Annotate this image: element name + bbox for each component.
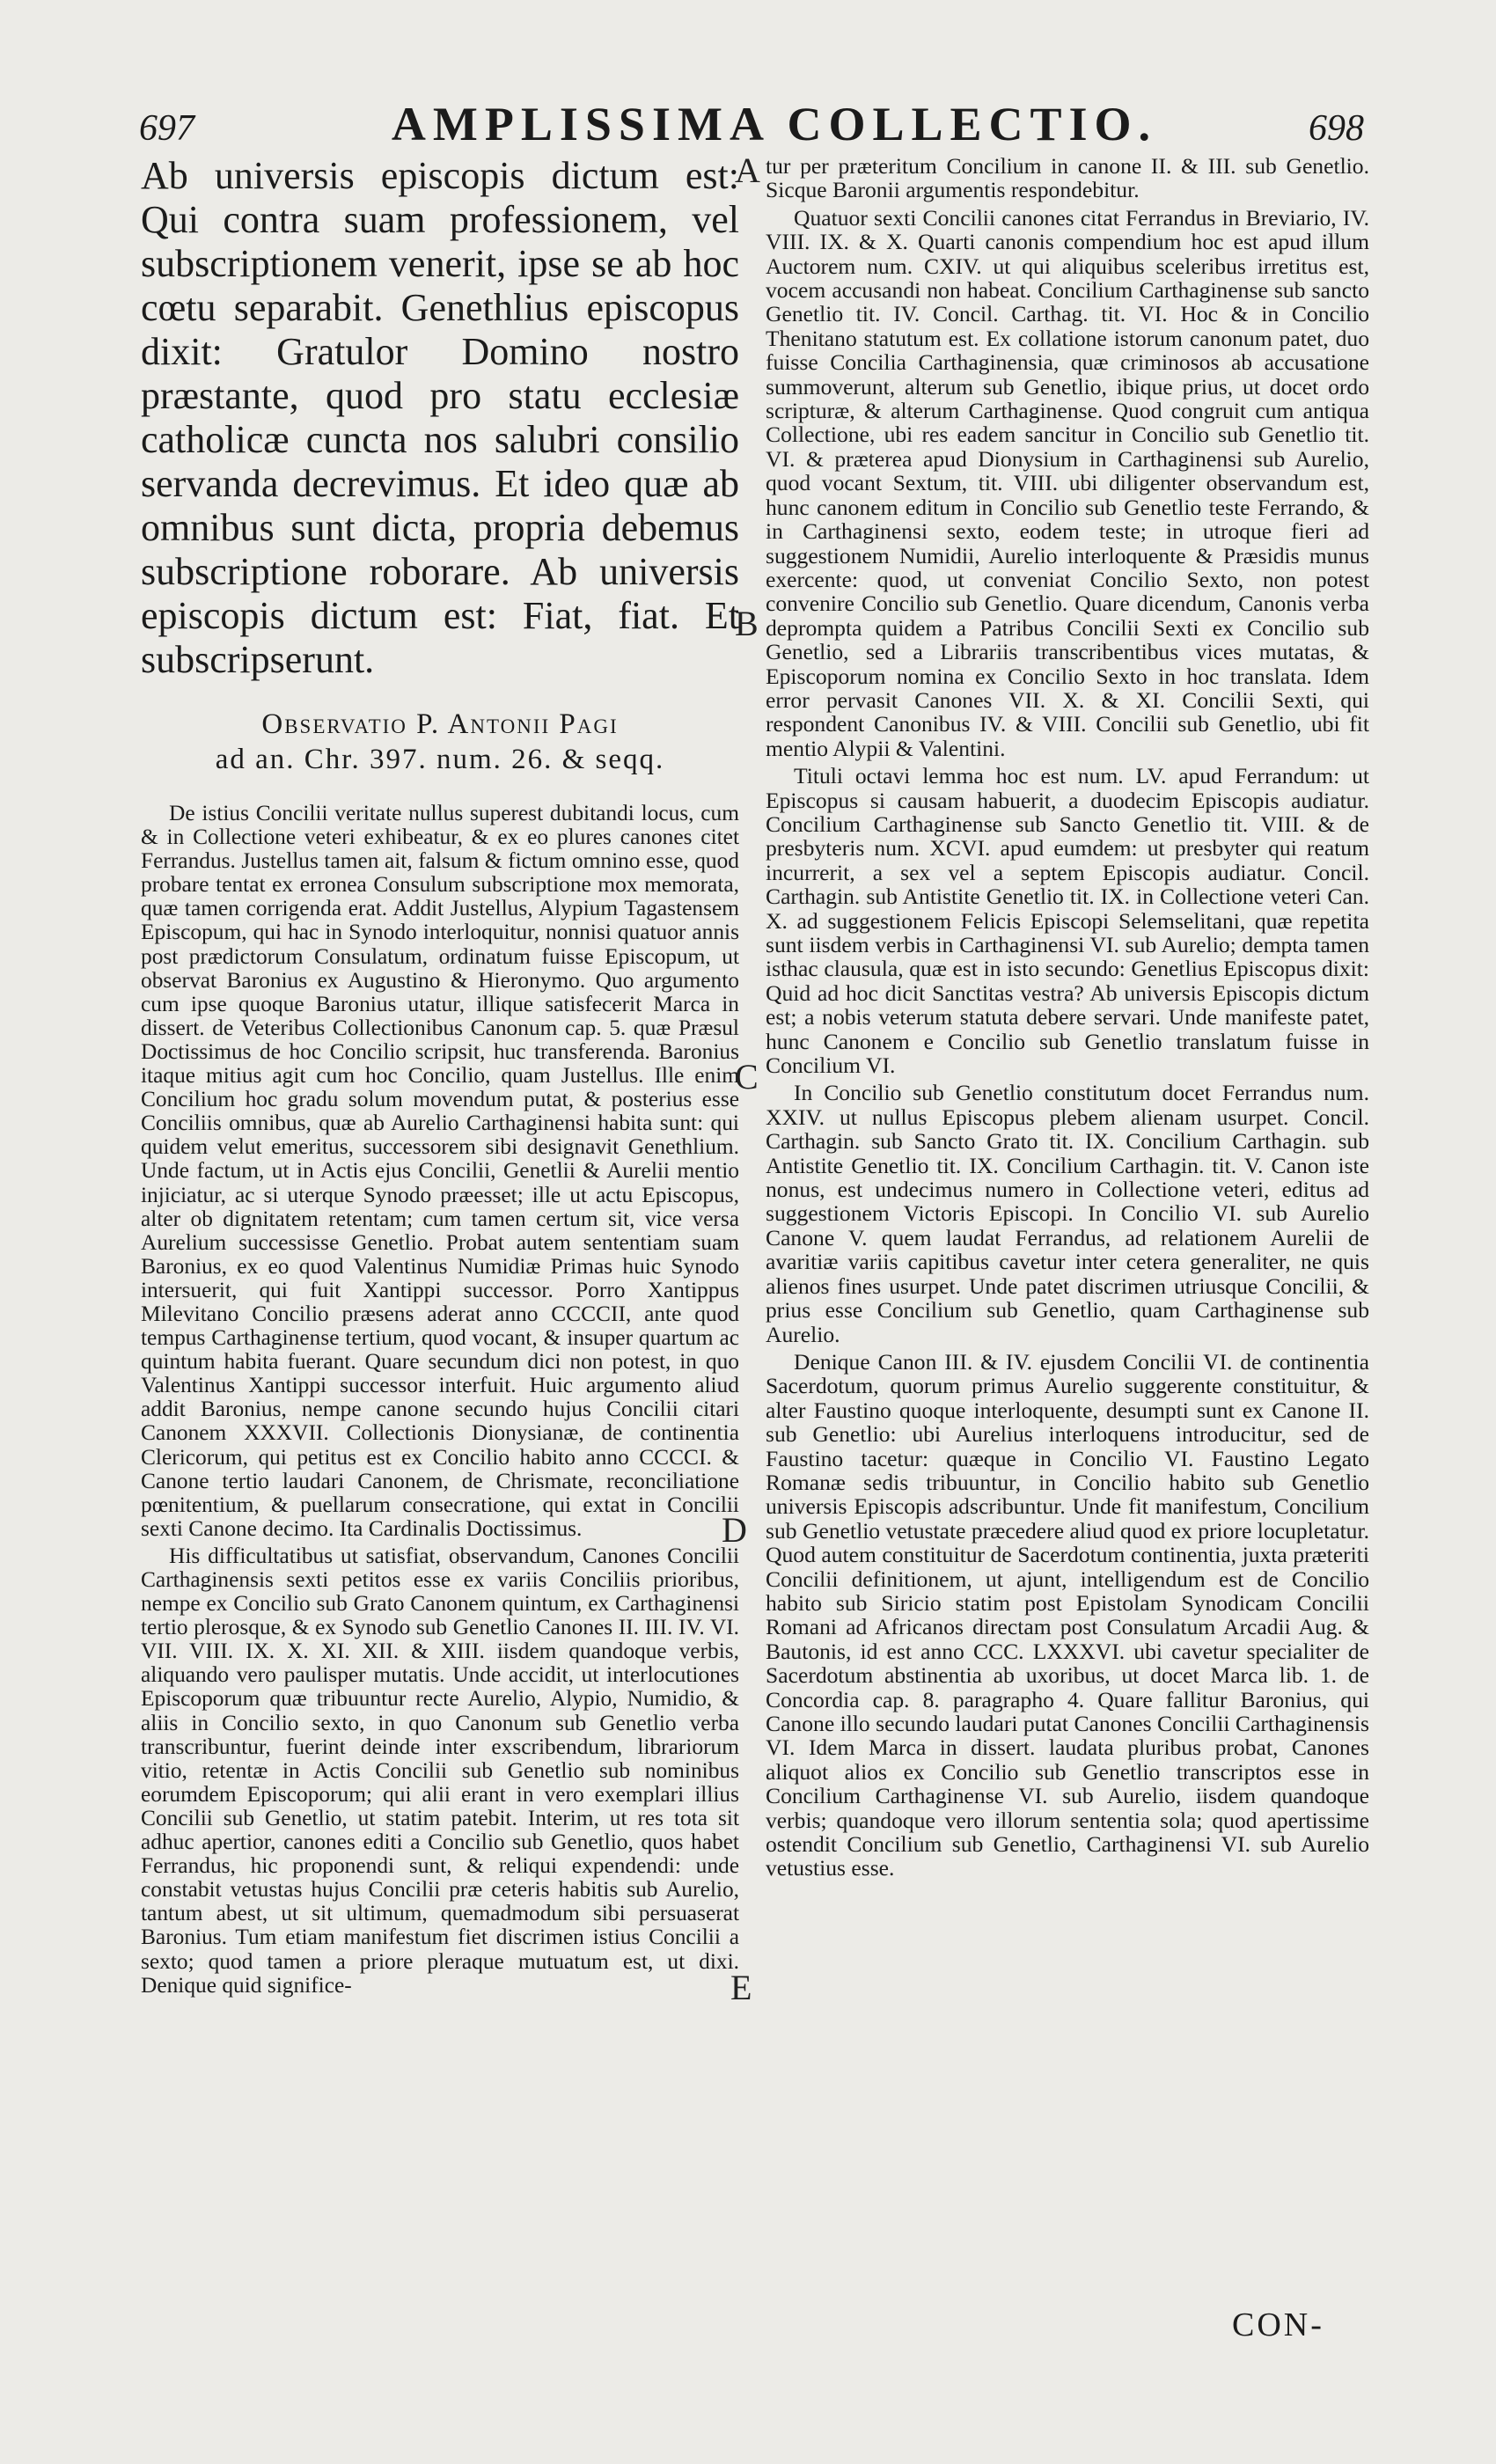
body-paragraph: Quatuor sexti Concilii canones citat Ferrandus in Breviario, IV. VIII. IX. & X. Quarti canonis compendium hoc est apud illum Auctorem num. CXIV. ut qui aliquibus sceleribus irretitus est, vocem accusandi non habeat. Concilium Carthaginense sub sancto Genetlio tit. IV. Concil. Carthag. tit. VI. Hoc & in Concilio Thenitano statutum est. Ex collatione istorum canonum patet, duo fuisse Concilia Carthaginensia, quæ criminosos ab accusatione summoverunt, alterum sub Genetlio, ibique prius, ut docet ordo scripturæ, & alterum Carthaginense. Quod congruit cum antiqua Collectione, ubi res eadem sancitur in Concilio sub Genetlio tit. VI. & præterea apud Dionysium in Carthaginensi sub Aurelio, quod vocant Sextum, tit. VIII. ubi diligenter observandum est, hunc canonem editum in Concilio sub Genetlio teste Ferrando, & in Carthaginensi sexto, eodem teste; in utroque fieri ad suggestionem Numidii, Aurelio interloquente & Præsidis munus exercente: quod, ut conveniat Concilio Sexto, non potest convenire Concilio sub Genetlio. Quare dicendum, Canonis verba deprompta quidem a Patribus Concilii Sexti ex Concilio sub Genetlio, sed a Librariis transcribentibus vices mutatas, & Episcoporum nomina ex Concilio Sexto in hoc translata. Idem error pervasit Canones VII. X. & XI. Concilii Sexti, qui respondent Canonibus IV. & VIII. Concilii sub Genetlio, ubi fit mentio Alypii & Valentini. <box>766 204 1369 761</box>
lead-paragraph: Ab universis episcopis dictum est: Qui contra suam professionem, vel subscriptionem venerit, ipse se ab hoc cœtu separabit. Genethlius episcopus dixit: Gratulor Domino nostro præstante, quod pro statu ecclesiæ catholicæ cuncta nos salubri consilio servanda decrevimus. Et ideo quæ ab omnibus sunt dicta, propria debemus subscriptione roborare. Ab universis episcopis dictum est: Fiat, fiat. Et subscripserunt. <box>141 154 739 681</box>
page-number-left: 697 <box>139 108 194 149</box>
margin-marker-e: E <box>730 1968 752 2007</box>
body-paragraph: His difficultatibus ut satisfiat, observandum, Canones Concilii Carthaginensis sexti petitos esse ex variis Conciliis prioribus, nempe ex Concilio sub Grato Canonem quintum, ex Carthaginensi tertio plerosque, & ex Synodo sub Genetlio Canones II. III. IV. VI. VII. VIII. IX. X. XI. XII. & XIII. iisdem quandoque verbis, aliquando vero paulisper mutatis. Unde accidit, ut interlocutiones Episcoporum quæ tribuuntur recte Aurelio, Alypio, Numidio, & aliis in Concilio sexto, in quo Canonum sub Genetlio verba transcribuntur, fuerint deinde inter exscribendum, librariorum vitio, retentæ in Actis Concilii sub Genetlio sub nominibus eorumdem Episcoporum; qui alii erant in vero exemplari illius Concilii sub Genetlio, ut statim patebit. Interim, ut res tota sit adhuc apertior, canones editi a Concilio sub Genetlio, quos habet Ferrandus, hic proponendi sunt, & reliqui expendendi: unde constabit vetustas hujus Concilii præ ceteris habitis sub Aurelio, tantum abest, ut sit ultimum, quemadmodum sibi persuaserat Baronius. Tum etiam manifestum fiet discrimen istius Concilii a sexto; quod tamen a priore pleraque mutuatum est, ut dixi. Denique quid significe- <box>141 1543 739 1998</box>
observation-heading <box>141 707 739 777</box>
page-number-right: 698 <box>1309 108 1364 149</box>
left-column <box>141 154 739 1998</box>
running-header <box>132 97 1364 150</box>
observation-title: Observatio P. Antonii Pagi <box>261 708 619 740</box>
margin-marker-d: D <box>722 1510 747 1550</box>
body-paragraph: Tituli octavi lemma hoc est num. LV. apud Ferrandum: ut Episcopus si causam habuerit, a duodecim Episcopis audiatur. Concilium Carthaginense sub Sancto Genetlio tit. VIII. & de presbyteris num. XCVI. apud eumdem: ut presbyter qui reatum incurrerit, a sex vel a septem Episcopis audiatur. Concil. Carthagin. sub Antistite Genetlio tit. IX. in Collectione veteri Can. X. ad suggestionem Felicis Episcopi Selemselitani, quæ repetita sunt iisdem verbis in Carthaginensi VI. sub Aurelio; dempta tamen isthac clausula, quæ est in isto secundo: Genetlius Episcopus dixit: Quid ad hoc dicit Sanctitas vestra? Ab universis Episcopis dictum est; a nobis veterum statuta debere servari. Unde manifeste patet, hunc Canonem e Concilio sub Genetlio translatum fuisse in Concilium VI. <box>766 763 1369 1079</box>
catchword: CON- <box>1232 2306 1324 2343</box>
margin-marker-a: A <box>735 150 760 190</box>
body-paragraph: De istius Concilii veritate nullus superest dubitandi locus, cum & in Collectione veteri exhibeatur, & ex eo plures canones citet Ferrandus. Justellus tamen ait, falsum & fictum omnino esse, quod probare tentat ex erronea Consulum subscriptione mox memorata, quæ tamen corrigenda erat. Addit Justellus, Alypium Tagastensem Episcopum, qui hac in Synodo interloquitur, nonnisi quatuor annis post prædictorum Consulatum, ordinatum fuisse Episcopum, ut observat Baronius ex Augustino & Hieronymo. Quo argumento cum ipse quoque Baronius utatur, illique satisfecerit Marca in dissert. de Veteribus Collectionibus Canonum cap. 5. quæ Præsul Doctissimus de hoc Concilio scripsit, huc transferenda. Baronius itaque mitius agit cum hoc Concilio, quam Justellus. Ille enim Concilium hoc gradu solum movendum putat, & posterius esse Conciliis omnibus, quæ ab Aurelio Carthaginensi habita sunt: qui quidem velut emeritus, successorem sibi designavit Genethlium. Unde factum, ut in Actis ejus Concilii, Genetlii & Aurelii mentio injiciatur, ac si uterque Synodo præesset; ille ut actu Episcopus, alter ob dignitatem retentam; cum tamen certum sit, vice versa Aurelium successisse Genetlio. Probat autem sententiam suam Baronius, ex eo quod Valentinus Numidiæ Primas huic Synodo intersuerit, qui fuit Xantippi successor. Porro Xantippus Milevitano Concilio præsens aderat anno CCCCII, ante quod tempus Carthaginense tertium, quod vocant, & insuper quartum ac quintum habita fuerant. Quare secundum dici non potest, in quo Valentinus Xantippi successor interfuit. Huic argumento aliud addit Baronius, nempe canone secundo hujus Concilii citari Canonem XXXVII. Collectionis Dionysianæ, de continentia Clericorum, qui petitus est ex Concilio habito anno CCCCI. & Canone tertio laudari Canonem, de Chrismate, reconciliatione pœnitentium, & puellarum consecratione, qui extat in Concilii sexti Canone decimo. Ita Cardinalis Doctissimus. <box>141 801 739 1541</box>
margin-marker-b: B <box>735 604 759 643</box>
right-column <box>766 154 1369 1881</box>
body-paragraph: tur per præteritum Concilium in canone II. & III. sub Genetlio. Sicque Baronii argumentis respondebitur. <box>766 153 1369 203</box>
body-paragraph: In Concilio sub Genetlio constitutum docet Ferrandus num. XXIV. ut nullus Episcopus plebem alienam usurpet. Concil. Carthagin. sub Sancto Grato tit. IX. Concilium Carthagin. sub Antistite Genetlio tit. IX. Concilium Carthagin. tit. V. Canon iste nonus, est undecimus numero in Collectione veteri, editus ad suggestionem Victoris Episcopi. In Concilio VI. sub Aurelio Canone V. quem laudat Ferrandus, ad relationem Aurelii de avaritiæ variis capitibus cavetur inter cetera generaliter, ne quis alienos fines usurpet. Unde patet discrimen utriusque Concilii, & prius esse Concilium sub Genetlio, quam Carthaginense sub Aurelio. <box>766 1080 1369 1347</box>
observation-subtitle: ad an. Chr. 397. num. 26. & seqq. <box>215 744 665 775</box>
margin-marker-c: C <box>735 1057 759 1096</box>
running-title: AMPLISSIMA COLLECTIO. <box>391 98 1158 150</box>
body-paragraph: Denique Canon III. & IV. ejusdem Concilii VI. de continentia Sacerdotum, quorum primus Aurelio suggerente constituitur, & alter Faustino quoque interloquente, desumpti sunt ex Canone II. sub Genetlio: ubi Aurelius interloquens introducitur, sed de Faustino tacetur: quæque in Concilio VI. Faustino Legato Romanæ sedis tribuuntur, in Concilio habito sub Genetlio universis Episcopis adscribuntur. Unde fit manifestum, Concilium sub Genetlio vetustate præcedere aliud quod ex priore locupletatur. Quod autem constituitur de Sacerdotum continentia, juxta præteriti Concilii definitionem, ut ajunt, intelligendum est de Concilio habito sub Siricio statim post Epistolam Synodicam Concilii Romani ad Africanos directam post Consulatum Arcadii Aug. & Bautonis, id est anno CCC. LXXXVI. ubi cavetur specialiter de Sacerdotum abstinentia ab uxoribus, ut docet Marca lib. 1. de Concordia cap. 8. paragrapho 4. Quare fallitur Baronius, qui Canone illo secundo laudari putat Canones Concilii Carthaginensis VI. Idem Marca in dissert. laudata pluribus probat, Canones aliquot alios ex Concilio sub Genetlio transcriptos esse in Concilium Carthaginense VI. sub Aurelio, iisdem quandoque verbis; quandoque vero illorum sententia sola; quod apertissime ostendit Concilium sub Genetlio, Carthaginensi VI. sub Aurelio vetustius esse. <box>766 1348 1369 1881</box>
